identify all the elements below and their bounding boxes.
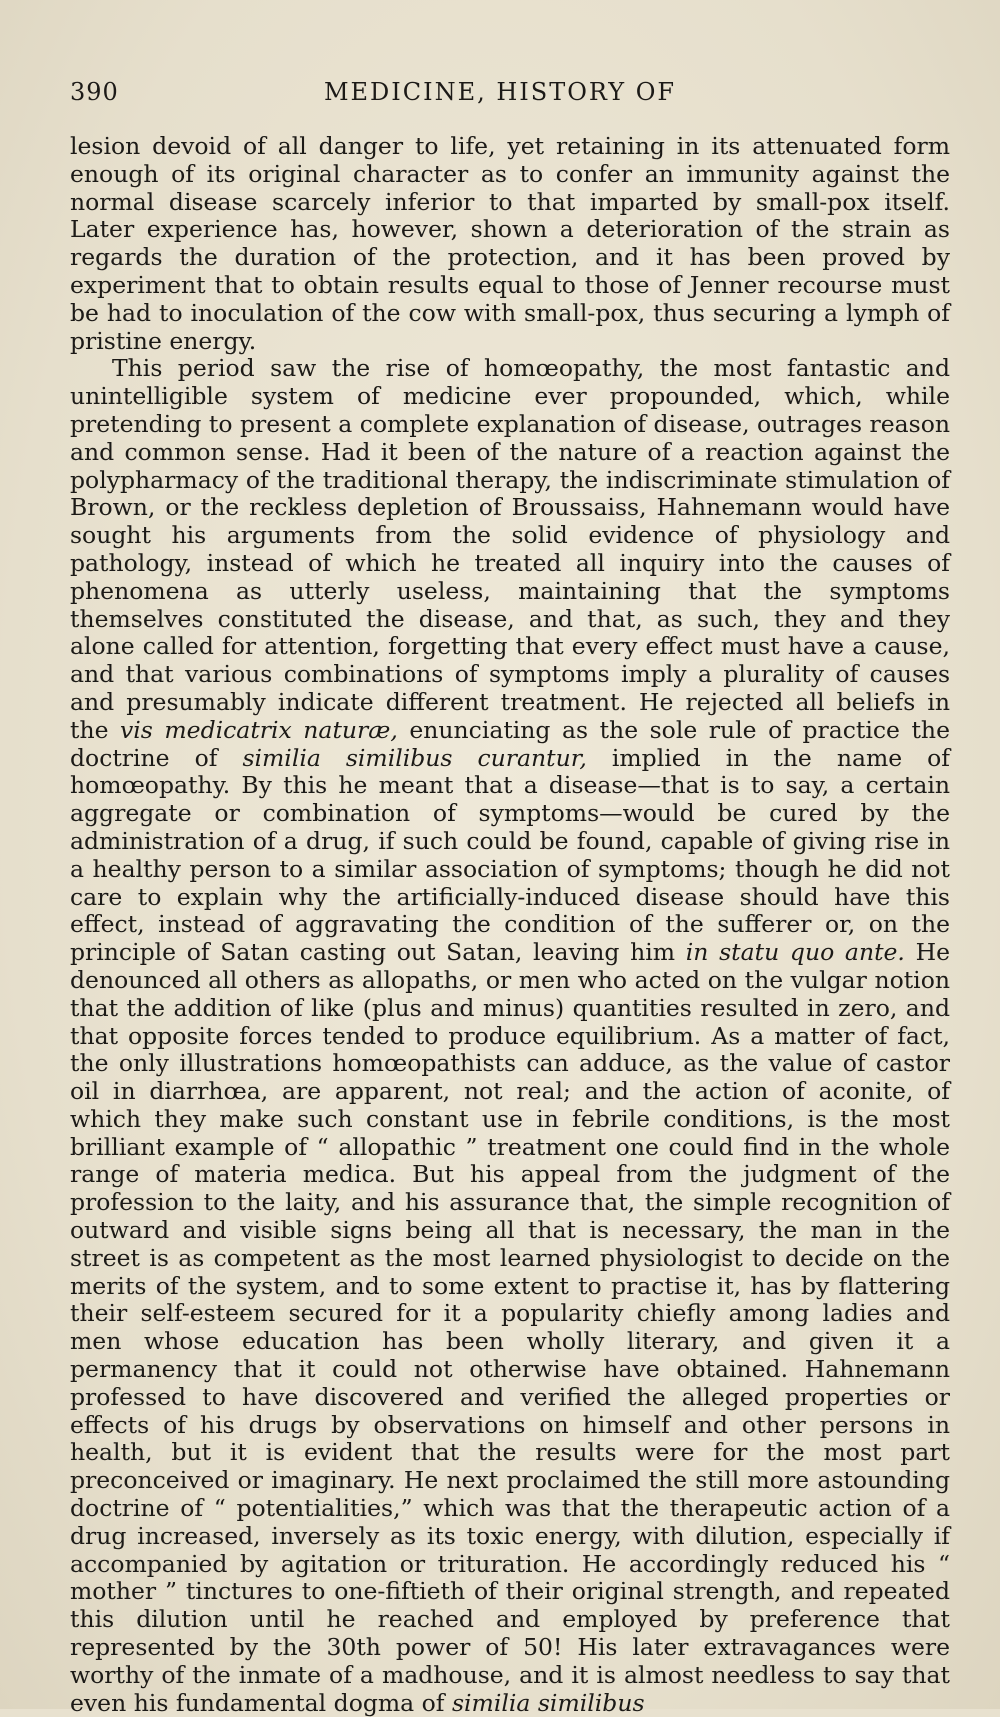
page-header [70,78,930,114]
page-number: 390 [70,78,119,106]
text-run: implied in the name of homœopathy. By this he meant that a disease—that is to say, a certain aggregate or combination of symptoms—would be cured by the administration of a drug, if such could be found, capable of giving rise in a healthy person to a similar association of symptoms; though he did not care to explain why the artificially-induced disease should have this effect, instead of aggravating the condition of the sufferer or, on the principle of Satan casting out Satan, leaving him [70,743,950,967]
text-run: enunciating as the sole rule of practice the doctrine of [70,715,950,772]
latin-phrase: vis medicatrix naturæ, [120,715,398,744]
paragraph-homoeopathy [70,355,950,1717]
text-run: He denounced all others as allopaths, or men who acted on the vulgar notion that the addition of like (plus and minus) quantities resulted in zero, and that opposite forces tended to produce equilibrium. As a matter of fact, the only illustrations homœopathists can adduce, as the value of castor oil in diarrhœa, are apparent, not real; and the action of aconite, of which they make such constant use in febrile conditions, is the most brilliant example of “ allopathic ” treatment one could find in the whole range of materia medica. But his appeal from the judgment of the profession to the laity, and his assurance that, the simple recognition of outward and visible signs being all that is necessary, the man in the street is as competent as the most learned physiologist to decide on the merits of the system, and to some extent to practise it, has by flattering their self-esteem secured for it a popularity chiefly among ladies and men whose education has been wholly literary, and given it a permanency that it could not otherwise have obtained. Hahnemann professed to have discovered and verified the alleged properties or effects of his drugs by observations on himself and other persons in health, but it is evident that the results were for the most part preconceived or imaginary. He next proclaimed the still more astounding doctrine of “ potentialities,” which was that the therapeutic action of a drug increased, inversely as its toxic energy, with dilution, especially if accompanied by agitation or trituration. He accordingly reduced his “ mother ” tinctures to one-fiftieth of their original strength, and repeated this dilution until he reached and employed by preference that represented by the 30th power of 50! His later extravagances were worthy of the inmate of a madhouse, and it is almost needless to say that even his fundamental dogma of [70,938,951,1717]
text-run: This period saw the rise of homœopathy, the most fantastic and unintelligible system of medicine ever propounded, which, while pretending to present a complete explanation of disease, outrages reason and common sense. Had it been of the nature of a reaction against the polypharmacy of the traditional therapy, the indiscriminate stimulation of Brown, or the reckless depletion of Broussaiss, Hahnemann would have sought his arguments from the solid evidence of physiology and pathology, instead of which he treated all inquiry into the causes of phenomena as utterly useless, maintaining that the symptoms themselves constituted the disease, and that, as such, they and they alone called for attention, forgetting that every effect must have a cause, and that various combinations of symptoms imply a plurality of causes and presumably indicate different treatment. He rejected all beliefs in the [70,354,950,744]
paragraph-vaccination: lesion devoid of all danger to life, yet retaining in its attenuated form enough of its original character as to confer an immunity against the normal disease scarcely inferior to that imparted by small-pox itself. Later experience has, however, shown a deterioration of the strain as regards the duration of the protection, and it has been proved by experiment that to obtain results equal to those of Jenner recourse must be had to inoculation of the cow with small-pox, thus securing a lymph of pristine energy. [70,132,950,355]
latin-phrase: similia similibus curantur, [242,743,587,772]
body-text [70,133,950,1717]
latin-phrase: similia similibus [451,1688,645,1717]
latin-phrase: in statu quo ante. [685,938,905,967]
running-head: MEDICINE, HISTORY OF [323,78,677,106]
